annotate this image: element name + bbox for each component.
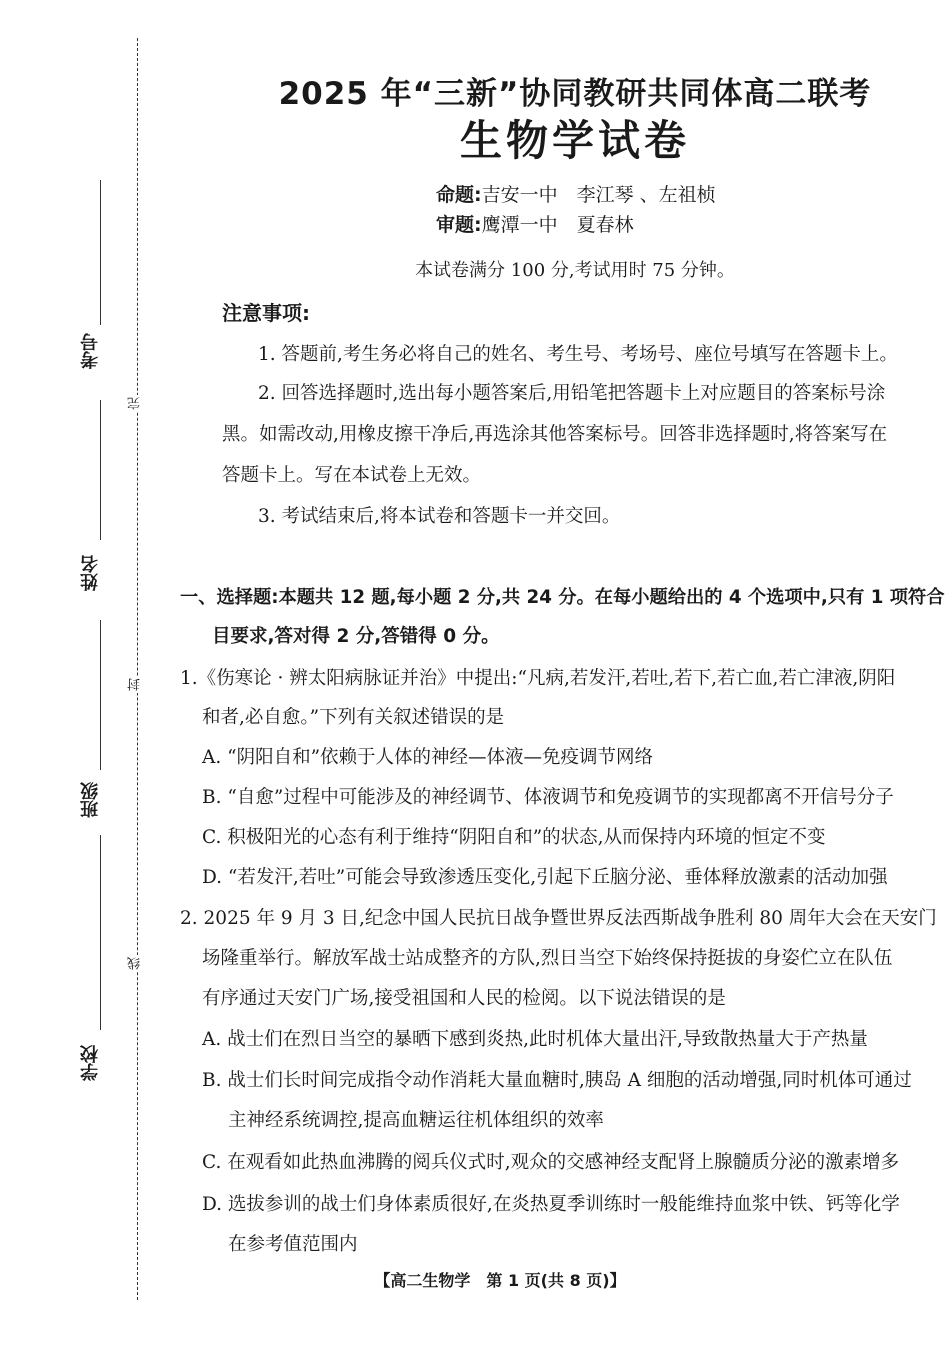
exam-title: 2025 年“三新”协同教研共同体高二联考 bbox=[278, 76, 872, 112]
proposer-line bbox=[436, 180, 716, 207]
exam-info: 本试卷满分 100 分,考试用时 75 分钟。 bbox=[415, 260, 735, 281]
q2-stem-line-1: 2. 2025 年 9 月 3 日,纪念中国人民抗日战争暨世界反法西斯战争胜利 80 周年大会在天安门 bbox=[180, 908, 937, 929]
exam-subject-title: 生物学试卷 bbox=[459, 116, 690, 165]
q2-option-b-line-1: B. 战士们长时间完成指令动作消耗大量血糖时,胰岛 A 细胞的活动增强,同时机体可通过 bbox=[202, 1070, 912, 1091]
q1-option-c: C. 积极阳光的心态有利于维持“阴阳自和”的状态,从而保持内环境的恒定不变 bbox=[202, 827, 826, 848]
reviewer-label: 审题: bbox=[436, 214, 482, 236]
notice-line-1: 1. 答题前,考生务必将自己的姓名、考生号、考场号、座位号填写在答题卡上。 bbox=[258, 344, 898, 365]
field-underline-exam-number-lower bbox=[100, 400, 101, 540]
reviewer-line bbox=[436, 210, 634, 237]
proposer-label: 命题: bbox=[436, 184, 482, 206]
q2-option-a: A. 战士们在烈日当空的暴晒下感到炎热,此时机体大量出汗,导致散热量大于产热量 bbox=[202, 1029, 868, 1050]
q1-stem-line-1: 1.《伤寒论 · 辨太阳病脉证并治》中提出:“凡病,若发汗,若吐,若下,若亡血,若亡津液,阴阳 bbox=[180, 668, 896, 689]
field-label-class: 班级 bbox=[80, 782, 101, 818]
notice-line-4: 答题卡上。写在本试卷上无效。 bbox=[222, 465, 482, 486]
section1-instructions-2: 目要求,答对得 2 分,答错得 0 分。 bbox=[212, 626, 500, 647]
q2-option-d-line-2: 在参考值范围内 bbox=[228, 1234, 358, 1255]
field-underline-name bbox=[100, 620, 101, 770]
field-underline-exam-number bbox=[100, 180, 101, 325]
q2-option-d-line-1: D. 选拔参训的战士们身体素质很好,在炎热夏季训练时一般能维持血浆中铁、钙等化学 bbox=[202, 1194, 900, 1215]
reviewer-names: 鹰潭一中 夏春林 bbox=[481, 214, 634, 236]
q2-stem-line-2: 场隆重举行。解放军战士站成整齐的方队,烈日当空下始终保持挺拔的身姿伫立在队伍 bbox=[202, 948, 893, 969]
q2-option-c: C. 在观看如此热血沸腾的阅兵仪式时,观众的交感神经支配肾上腺髓质分泌的激素增多 bbox=[202, 1152, 900, 1173]
q1-option-a: A. “阴阳自和”依赖于人体的神经—体液—免疫调节网络 bbox=[202, 747, 654, 768]
notice-heading: 注意事项: bbox=[222, 301, 310, 325]
field-label-name: 姓名 bbox=[80, 555, 101, 591]
proposer-names: 吉安一中 李江琴 、左祖桢 bbox=[481, 184, 716, 206]
q2-stem-line-3: 有序通过天安门广场,接受祖国和人民的检阅。以下说法错误的是 bbox=[202, 988, 726, 1009]
binding-dashed-line bbox=[137, 38, 138, 1300]
q2-option-b-line-2: 主神经系统调控,提高血糖运往机体组织的效率 bbox=[228, 1110, 604, 1131]
section1-instructions-1: 一、选择题:本题共 12 题,每小题 2 分,共 24 分。在每小题给出的 4 个选项中,只有 1 项符合 bbox=[180, 587, 945, 608]
seal-char-1: 完 bbox=[128, 397, 143, 410]
q1-option-d: D. “若发汗,若吐”可能会导致渗透压变化,引起下丘脑分泌、垂体释放激素的活动加强 bbox=[202, 867, 888, 888]
notice-line-2: 2. 回答选择题时,选出每小题答案后,用铅笔把答题卡上对应题目的答案标号涂 bbox=[258, 383, 886, 404]
notice-line-5: 3. 考试结束后,将本试卷和答题卡一并交回。 bbox=[258, 506, 621, 527]
notice-line-3: 黑。如需改动,用橡皮擦干净后,再选涂其他答案标号。回答非选择题时,将答案写在 bbox=[222, 424, 888, 445]
q1-option-b: B. “自愈”过程中可能涉及的神经调节、体液调节和免疫调节的实现都离不开信号分子 bbox=[202, 787, 894, 808]
page-footer: 【高二生物学 第 1 页(共 8 页)】 bbox=[374, 1271, 626, 1290]
seal-char-3: 线 bbox=[128, 957, 143, 970]
field-label-exam-number: 考号 bbox=[80, 333, 101, 369]
seal-char-2: 封 bbox=[128, 678, 143, 691]
field-underline-class bbox=[100, 835, 101, 1030]
field-label-school: 学校 bbox=[80, 1045, 101, 1081]
q1-stem-line-2: 和者,必自愈。”下列有关叙述错误的是 bbox=[202, 707, 505, 728]
